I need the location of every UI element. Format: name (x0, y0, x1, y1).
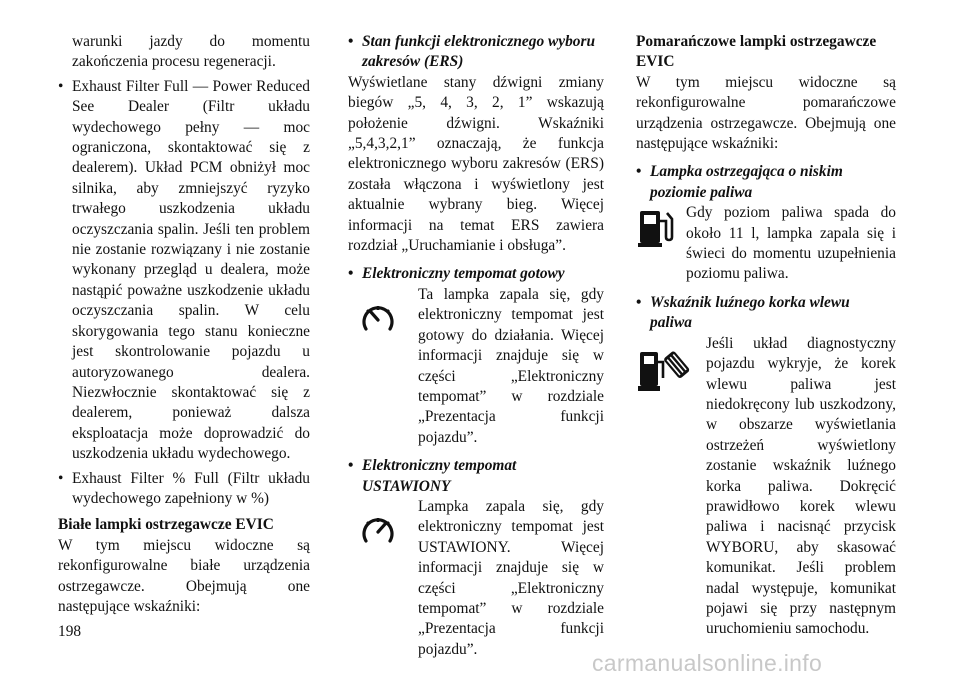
bullet-marker: • (636, 163, 642, 181)
speedometer-set-icon (348, 503, 408, 551)
fuel-cap-icon (636, 342, 692, 398)
speedometer-icon (348, 291, 408, 339)
cruise-ready-text: Ta lampka zapala się, gdy elektroniczny tempomat jest gotowy do działania. Więcej informacji znajduje się w części „Elektroniczny tempomat” w rozdziale „Prezentacja funkcji pojazdu”. (418, 285, 604, 446)
loose-cap-text: Jeśli układ diagnostyczny pojazdu wykryje, że korek wlewu paliwa jest niedokręcony lub uszkodzony, w obszarze wyświetlania ostrzeżeń wyświetlony zostanie wskaźnik luźnego korka paliwa. Dokręcić prawidłowo korek wlewu paliwa i nacisnąć przycisk WYBORU, aby skasować komunikat. Jeśli problem nadal występuje, komunikat pojawi się przy następnym uruchomieniu samochodu. (706, 334, 896, 638)
bullet-marker: • (348, 265, 354, 283)
continued-text: warunki jazdy do momentu zakończenia procesu regeneracji. (72, 33, 310, 71)
middle-column (348, 32, 604, 660)
bullet-marker: • (58, 77, 64, 95)
cruise-ready-title: Elektroniczny tempomat gotowy (362, 265, 565, 283)
section-heading: Białe lampki ostrzegawcze EVIC (58, 516, 274, 534)
heading-line1: Pomarańczowe lampki ostrzegawcze (636, 33, 877, 50)
bullet-marker: • (636, 293, 642, 311)
exhaust-filter-percent-text: Exhaust Filter % Full (Filtr układu wydechowego zapełniony w %) (72, 469, 310, 507)
fuel-pump-icon (636, 205, 676, 249)
cruise-set-heading (348, 456, 604, 497)
low-fuel-heading (636, 162, 896, 203)
ers-title-line2: zakresów (ERS) (362, 53, 464, 71)
section-heading (636, 32, 896, 73)
bullet-marker: • (58, 469, 64, 487)
exhaust-filter-full-text: Exhaust Filter Full — Power Reduced See Dealer (Filtr układu wydechowego pełny — moc ograniczona, skontaktować się z dealerem). Układ PCM obniżył moc silnika, aby zmniejszyć ryzyko trwałego uszkodzenia układu oczyszczania spalin. Jeśli ten problem nie zostanie rozwiązany i nie zostanie wykonany przegląd u dealera, może nastąpić poważne uszkodzenie układu oczyszczania spalin. W celu skorygowania tego stanu konieczne jest skontrolowanie pojazdu u autoryzowanego dealera. Niezwłocznie skontaktować się z dealerem, ponieważ dalsza eksploatacja może doprowadzić do uszkodzenia układu wydechowego. (72, 77, 310, 463)
heading-line2: EVIC (636, 53, 675, 71)
ers-title-line1: Stan funkcji elektronicznego wyboru (362, 33, 596, 50)
bullet-marker: • (348, 457, 354, 475)
list-item (58, 77, 310, 465)
loose-cap-heading (636, 293, 896, 334)
cruise-set-title-line2: USTAWIONY (362, 477, 451, 495)
cruise-ready-heading (348, 264, 604, 284)
left-column (58, 32, 310, 617)
loose-cap-block (636, 334, 896, 640)
ers-text: Wyświetlane stany dźwigni zmiany biegów „5, 4, 3, 2, 1” wskazują położenie dźwigni. Wskaźniki „5,4,3,2,1” oznaczają, że funkcja elektronicznego wyboru zakresów (ERS) została włączona i wyświetlony jest aktualnie wybrany bieg. Więcej informacji na temat ERS zawiera rozdział „Uruchamianie i obsługa”. (348, 73, 604, 255)
loose-cap-title-line2: paliwa (650, 314, 692, 332)
list-item (58, 469, 310, 510)
low-fuel-text: Gdy poziom paliwa spada do około 11 l, lampka zapala się i świeci do momentu uzupełnienia poziomu paliwa. (686, 204, 896, 283)
section-paragraph: W tym miejscu widoczne są rekonfigurowalne białe urządzenia ostrzegawcze. Obejmują one następujące wskaźniki: (58, 536, 310, 615)
cruise-set-text: Lampka zapala się, gdy elektroniczny tempomat jest USTAWIONY. Więcej informacji znajduje się w części „Elektroniczny tempomat” w rozdziale „Prezentacja funkcji pojazdu”. (418, 497, 604, 658)
low-fuel-title-line2: poziomie paliwa (650, 183, 753, 201)
low-fuel-block (636, 203, 896, 285)
cruise-ready-block (348, 285, 604, 448)
right-column (636, 32, 896, 640)
ers-heading (348, 32, 604, 73)
page-number: 198 (58, 623, 82, 640)
bullet-marker: • (348, 33, 354, 50)
loose-cap-title-line1: Wskaźnik luźnego korka wlewu (650, 293, 850, 311)
section-paragraph: W tym miejscu widoczne są rekonfigurowalne pomarańczowe urządzenia ostrzegawcze. Obejmują one następujące wskaźniki: (636, 73, 896, 153)
cruise-set-block (348, 497, 604, 660)
cruise-set-title-line1: Elektroniczny tempomat (362, 457, 517, 475)
watermark: carmanualsonline.info (592, 650, 823, 676)
low-fuel-title-line1: Lampka ostrzegająca o niskim (650, 163, 843, 181)
